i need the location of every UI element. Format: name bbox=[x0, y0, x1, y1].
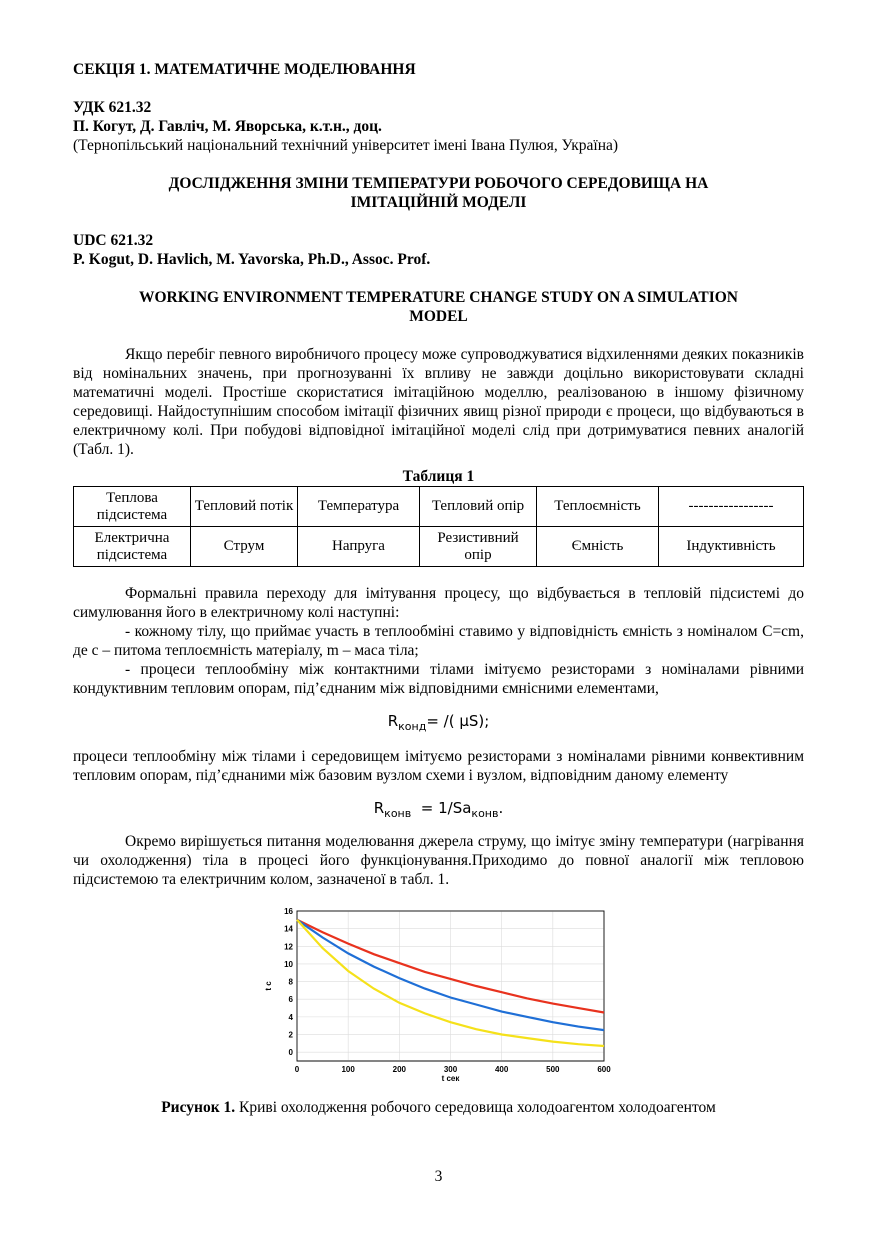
table-cell: Температура bbox=[298, 487, 420, 527]
y-tick-label: 12 bbox=[283, 942, 293, 952]
figure-caption-text: Криві охолодження робочого середовища холодоагентом холодоагентом bbox=[235, 1099, 716, 1116]
authors-ua: П. Когут, Д. Гавліч, М. Яворська, к.т.н., доц. bbox=[73, 118, 382, 135]
y-tick-label: 14 bbox=[283, 924, 293, 934]
authors-en: P. Kogut, D. Havlich, M. Yavorska, Ph.D., Assoc. Prof. bbox=[73, 251, 431, 268]
paragraph-2: Формальні правила переходу для імітування процесу, що відбувається в тепловій підсистемі до симулювання його в електричному колі наступні: bbox=[73, 585, 804, 621]
formula-convective bbox=[73, 799, 804, 820]
title-ua bbox=[73, 174, 804, 212]
formula-conductive bbox=[73, 712, 804, 733]
x-tick-label: 600 bbox=[596, 1065, 611, 1074]
table-cell: Індуктивність bbox=[659, 527, 804, 567]
table-cell: Теплова підсистема bbox=[74, 487, 191, 527]
formula-lhs: R bbox=[373, 799, 385, 817]
analogy-table bbox=[73, 486, 804, 567]
x-tick-label: 400 bbox=[494, 1065, 508, 1074]
table-cell: Електрична підсистема bbox=[74, 527, 191, 567]
x-axis-label: t сек bbox=[441, 1074, 459, 1083]
paragraph-3: процеси теплообміну між тілами і середовищем імітуємо резисторами з номіналами рівними конвективним тепловим опорам, під’єднаними між базовим вузлом схеми і вузлом, відповідним даному елементу bbox=[73, 748, 804, 784]
x-tick-label: 300 bbox=[443, 1065, 457, 1074]
title-en bbox=[73, 288, 804, 326]
table-row bbox=[74, 527, 804, 567]
title-ua-line2: ІМІТАЦІЙНІЙ МОДЕЛІ bbox=[350, 194, 527, 211]
paragraph-4: Окремо вирішується питання моделювання джерела струму, що імітує зміну температури (нагрівання чи охолодження) тіла в процесі його функціонування.Приходимо до повної аналогії між тепловою підсистемою та електричним колом, зазначеної в табл. 1. bbox=[73, 833, 804, 888]
y-tick-label: 8 bbox=[288, 977, 293, 987]
figure-caption-label: Рисунок 1. bbox=[161, 1099, 236, 1116]
x-tick-label: 0 bbox=[294, 1065, 299, 1074]
x-tick-label: 500 bbox=[545, 1065, 560, 1074]
x-tick-label: 100 bbox=[340, 1065, 355, 1074]
y-tick-label: 2 bbox=[288, 1030, 293, 1040]
section-heading: СЕКЦІЯ 1. МАТЕМАТИЧНЕ МОДЕЛЮВАННЯ bbox=[73, 61, 416, 78]
bullet-2: - процеси теплообміну між контактними тілами імітуємо резисторами з номіналами рівними кондуктивним тепловим опорам, під’єднаним між відповідними ємнісними елементами, bbox=[73, 661, 804, 697]
udc-ua: УДК 621.32 bbox=[73, 99, 152, 116]
formula-sub: конд bbox=[398, 720, 427, 733]
figure-caption bbox=[73, 1098, 804, 1117]
table-caption: Таблиця 1 bbox=[402, 468, 475, 485]
title-en-line1: WORKING ENVIRONMENT TEMPERATURE CHANGE STUDY ON A SIMULATION bbox=[139, 289, 738, 306]
paragraph-1: Якщо перебіг певного виробничого процесу може супроводжуватися відхиленнями деяких показників від номінальних значень, при прогнозуванні їх впливу не завжди доцільно використовувати складні математичні моделі. Простіше скористатися імітаційною моделлю, реалізованою в іншому фізичному середовищі. Найдоступнішим способом імітації фізичних явищ різної природи є процеси, що відбуваються в електричному колі. При побудові відповідної імітаційної моделі слід при дотримуватися певних аналогій (Табл. 1). bbox=[73, 346, 804, 458]
formula-mid: = 1/Sa bbox=[411, 799, 472, 817]
table-cell: Напруга bbox=[298, 527, 420, 567]
y-tick-label: 10 bbox=[283, 959, 293, 969]
y-tick-label: 0 bbox=[288, 1048, 293, 1058]
bullet-1: - кожному тілу, що приймає участь в теплообміні ставимо у відповідність ємність з номіналом С=cm, де c – питома теплоємність матеріалу, m – маса тіла; bbox=[73, 623, 804, 659]
formula-lhs: R bbox=[387, 712, 399, 730]
title-en-line2: MODEL bbox=[409, 308, 468, 325]
y-axis-label: t c bbox=[263, 981, 273, 991]
formula-rhs: = /( μS); bbox=[426, 712, 490, 730]
page-content bbox=[73, 60, 804, 1117]
x-tick-label: 200 bbox=[392, 1065, 406, 1074]
table-row bbox=[74, 487, 804, 527]
page-number: 3 bbox=[434, 1168, 443, 1185]
y-tick-label: 4 bbox=[288, 1012, 293, 1022]
table-cell: Ємність bbox=[537, 527, 659, 567]
formula-sub-2: конв bbox=[471, 807, 499, 820]
table-cell: Резистивний опір bbox=[420, 527, 537, 567]
y-tick-label: 6 bbox=[288, 995, 293, 1005]
table-cell: Струм bbox=[191, 527, 298, 567]
formula-end: . bbox=[498, 799, 504, 817]
figure-1 bbox=[73, 901, 804, 1096]
table-cell: Тепловий опір bbox=[420, 487, 537, 527]
affiliation-ua: (Тернопільський національний технічний університет імені Івана Пулюя, Україна) bbox=[73, 137, 619, 154]
title-ua-line1: ДОСЛІДЖЕННЯ ЗМІНИ ТЕМПЕРАТУРИ РОБОЧОГО СЕРЕДОВИЩА НА bbox=[168, 175, 709, 192]
formula-sub: конв bbox=[384, 807, 412, 820]
table-cell: ----------------- bbox=[659, 487, 804, 527]
udc-en: UDC 621.32 bbox=[73, 232, 154, 249]
table-cell: Теплоємність bbox=[537, 487, 659, 527]
y-tick-label: 16 bbox=[283, 907, 293, 916]
table-cell: Тепловий потік bbox=[191, 487, 298, 527]
cooling-curves-chart bbox=[259, 901, 619, 1091]
